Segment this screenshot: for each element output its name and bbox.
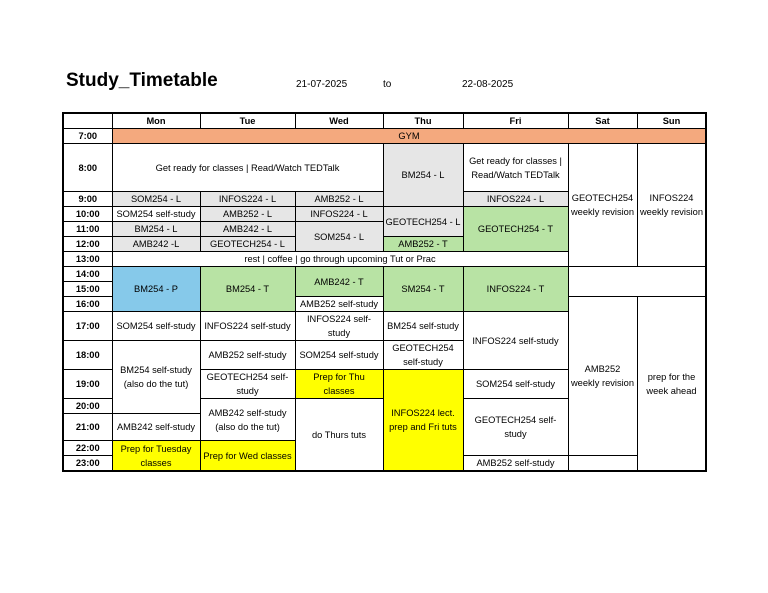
timetable-cell: INFOS224 lect. prep and Fri tuts [383,370,463,472]
time-label: 14:00 [63,267,112,282]
time-label: 19:00 [63,370,112,399]
day-header-mon: Mon [112,113,200,129]
timetable-cell: AMB242 - L [200,222,295,237]
timetable-cell: AMB252 - L [200,207,295,222]
end-date: 22-08-2025 [462,79,514,90]
timetable-cell: SOM254 - L [295,222,383,252]
timetable-cell: BM254 self-study (also do the tut) [112,341,200,414]
time-label: 13:00 [63,252,112,267]
day-header-fri: Fri [463,113,568,129]
timetable-cell: Get ready for classes | Read/Watch TEDTalk [463,144,568,192]
timetable-cell: do Thurs tuts [295,399,383,472]
day-header-thu: Thu [383,113,463,129]
gym-cell: GYM [112,129,706,144]
time-label: 15:00 [63,282,112,297]
time-label: 7:00 [63,129,112,144]
time-label: 17:00 [63,312,112,341]
timetable-cell: SOM254 self-study [295,341,383,370]
timetable-cell: Prep for Wed classes [200,441,295,472]
start-date: 21-07-2025 [296,79,348,90]
time-label: 22:00 [63,441,112,456]
timetable-cell: Prep for Tuesday classes [112,441,200,472]
timetable-cell: AMB252 self-study [463,456,568,472]
timetable-cell: AMB252 - T [383,237,463,252]
time-label: 20:00 [63,399,112,414]
time-label: 10:00 [63,207,112,222]
time-row [63,144,706,192]
time-label: 21:00 [63,414,112,441]
timetable-cell: BM254 - T [200,267,295,312]
timetable-cell: GEOTECH254 self-study [200,370,295,399]
timetable-cell: prep for the week ahead [637,297,706,472]
time-label: 23:00 [63,456,112,472]
timetable-cell: GEOTECH254 - L [200,237,295,252]
time-label: 12:00 [63,237,112,252]
day-header-wed: Wed [295,113,383,129]
timetable-cell: Prep for Thu classes [295,370,383,399]
timetable-cell: BM254 self-study [383,312,463,341]
timetable-cell: GEOTECH254 - T [463,207,568,252]
timetable-cell: BM254 - L [112,222,200,237]
timetable-cell: INFOS224 - L [295,207,383,222]
timetable-cell: INFOS224 - L [463,192,568,207]
timetable-cell: GEOTECH254 weekly revision [568,144,637,267]
time-label: 16:00 [63,297,112,312]
time-row [63,129,706,144]
timetable-cell: AMB252 self-study [295,297,383,312]
timetable-cell: INFOS224 self-study [200,312,295,341]
timetable-cell: AMB242 - T [295,267,383,297]
day-header-sat: Sat [568,113,637,129]
timetable-cell: INFOS224 weekly revision [637,144,706,267]
timetable-cell: Get ready for classes | Read/Watch TEDTalk [112,144,383,192]
timetable-cell: AMB242 self-study [112,414,200,441]
timetable-cell: INFOS224 - L [200,192,295,207]
time-row [63,267,706,282]
time-label: 9:00 [63,192,112,207]
timetable-cell: rest | coffee | go through upcoming Tut or Prac [112,252,568,267]
timetable-cell: AMB252 self-study [200,341,295,370]
timetable-cell: SOM254 self-study [112,207,200,222]
timetable-cell: BM254 - L [383,144,463,207]
timetable-cell: GEOTECH254 - L [383,207,463,237]
timetable-cell: SOM254 self-study [112,312,200,341]
timetable-cell: INFOS224 self-study [295,312,383,341]
timetable-cell: GEOTECH254 self-study [383,341,463,370]
day-header-tue: Tue [200,113,295,129]
timetable-cell: AMB242 -L [112,237,200,252]
header-row [63,113,706,129]
date-to-label: to [383,79,392,90]
time-label: 11:00 [63,222,112,237]
page-title: Study_Timetable [66,70,218,91]
time-label: 8:00 [63,144,112,192]
timetable-cell: AMB252 - L [295,192,383,207]
timetable-cell: AMB252 weekly revision [568,297,637,456]
timetable [62,112,707,472]
timetable-cell: SOM254 - L [112,192,200,207]
timetable-cell: GEOTECH254 self-study [463,399,568,456]
corner-cell [63,113,112,129]
timetable-cell: AMB242 self-study (also do the tut) [200,399,295,441]
timetable-cell: BM254 - P [112,267,200,312]
timetable-cell: INFOS224 - T [463,267,568,312]
timetable-cell: SOM254 self-study [463,370,568,399]
timetable-cell: INFOS224 self-study [463,312,568,370]
time-label: 18:00 [63,341,112,370]
day-header-sun: Sun [637,113,706,129]
timetable-cell: SM254 - T [383,267,463,312]
